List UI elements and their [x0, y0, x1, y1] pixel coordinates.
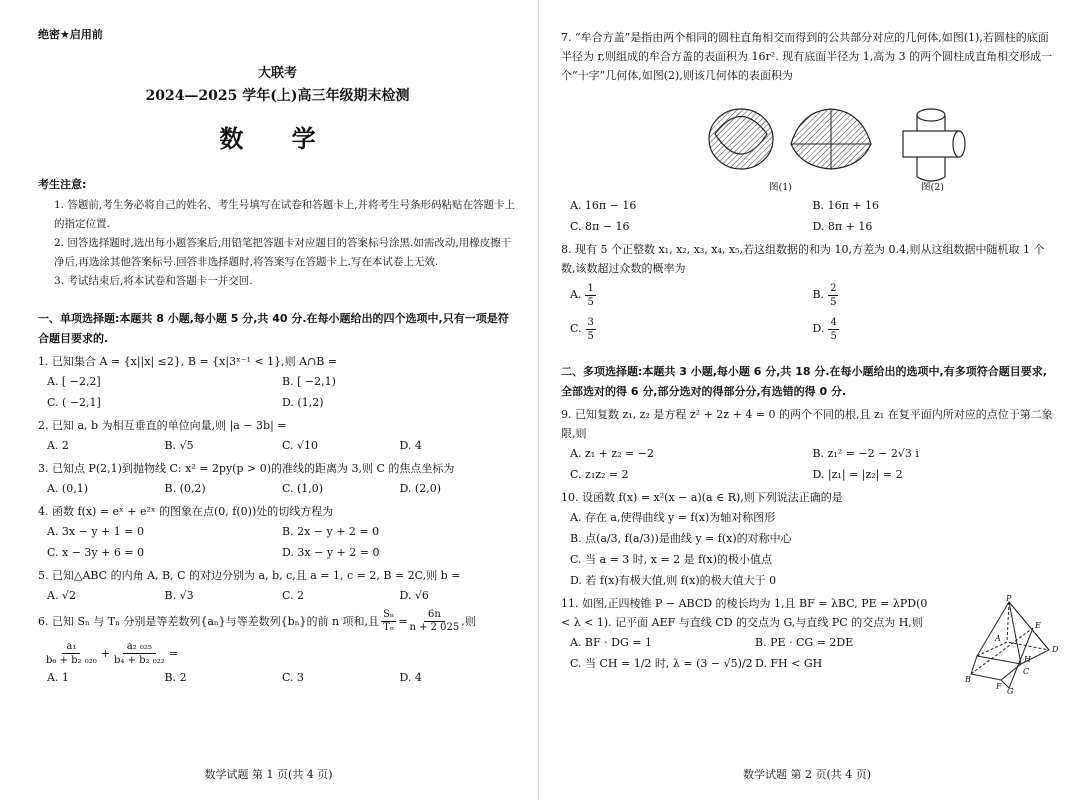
option: D. 4: [399, 671, 422, 684]
q6-stem: 6. 已知 Sₙ 与 Tₙ 分别是等差数列{aₙ}与等差数列{bₙ}的前 n 项和,且: [38, 615, 380, 628]
option: C. √10: [282, 439, 319, 452]
option: A. 3x − y + 1 = 0: [47, 525, 144, 538]
question-9: 9. 已知复数 z₁, z₂ 是方程 z² + 2z + 4 = 0 的两个不同的根,且 z₁ 在复平面内所对应的点位于第二象限,则: [561, 408, 1053, 440]
fig1-caption: 图(1): [769, 182, 792, 193]
q6-frac2-num: a₂ ₀₂₅: [123, 640, 156, 654]
subject-title: 数 学: [219, 125, 336, 153]
point-label: P: [1006, 594, 1012, 603]
question-4: 4. 函数 f(x) = eˣ + e²ˣ 的图象在点(0, f(0))处的切线方程为: [38, 505, 334, 518]
point-label: A: [995, 634, 1001, 643]
option: B. √5: [164, 439, 194, 452]
question-2: 2. 已知 a, b 为相互垂直的单位向量,则 |a − 3b| =: [38, 419, 287, 432]
question-8: 8. 现有 5 个正整数 x₁, x₂, x₃, x₄, x₅,若这组数据的和为 10,方差为 0.4,则从这组数据中随机取 1 个数,该数超过众数的概率为: [561, 243, 1045, 275]
fig2-caption: 图(2): [921, 182, 944, 193]
question-1: 1. 已知集合 A = {x||x| ≤2}, B = {x|3ˣ⁻¹ < 1},则 A∩B =: [38, 355, 338, 368]
point-label: H: [1024, 655, 1031, 664]
option: A. 1: [47, 671, 69, 684]
page-1: [0, 0, 537, 800]
option: B. √3: [164, 589, 194, 602]
q7-options: [561, 195, 1055, 237]
figure-pyramid: [949, 594, 1064, 694]
option: C. 2: [282, 589, 305, 602]
option: B. 2x − y + 2 = 0: [282, 525, 380, 538]
option: A. [ −2,2]: [47, 375, 101, 388]
figure-steinmetz: [701, 89, 1001, 189]
option: D. |z₁| = |z₂| = 2: [812, 468, 903, 481]
option: D. √6: [399, 589, 429, 602]
point-label: G: [1007, 687, 1014, 694]
option: D. 3x − y + 2 = 0: [282, 546, 380, 559]
note-item: 3. 考试结束后,将本试卷和答题卡一并交回.: [54, 275, 253, 287]
option: D. 8π + 16: [812, 220, 873, 233]
q6-ratio-lhs-num: Sₙ: [383, 609, 395, 620]
option: B. 16π + 16: [812, 199, 880, 212]
option: B. z₁² = −2 − 2√3 i: [812, 447, 919, 460]
option: C. 当 CH = 1/2 时, λ = (3 − √5)/2: [570, 657, 753, 670]
q5-options: [38, 585, 517, 606]
option: D. (2,0): [399, 482, 441, 495]
option: C. 当 a = 3 时, x = 2 是 f(x)的极小值点: [570, 553, 773, 566]
question-5: 5. 已知△ABC 的内角 A, B, C 的对边分别为 a, b, c,且 a = 1, c = 2, B = 2C,则 b =: [38, 569, 461, 582]
q6-ratio-rhs-den: n + 2 025: [409, 622, 460, 633]
option: C. z₁z₂ = 2: [570, 468, 629, 481]
point-label: C: [1023, 667, 1030, 676]
option: A. z₁ + z₂ = −2: [570, 447, 654, 460]
note-item: 2. 回答选择题时,选出每小题答案后,用铅笔把答题卡对应题目的答案标号涂黑.如需改动,用橡皮擦干净后,再选涂其他答案标号.回答非选择题时,将答案写在答题卡上.写在本试卷上无效.: [54, 237, 512, 268]
q6-frac2-den: b₄ + b₂ ₀₂₂: [113, 655, 165, 666]
option: D. (1,2): [282, 396, 324, 409]
q2-options: [38, 435, 517, 456]
q6-expression: $\frac{\text{a₁}}{\text{b₆ + b₂ ₀₂₀}}$ + $\frac{\text{a₂ ₀₂₅}}{\text{b₄ + b₂ ₀₂₂}}$ =: [46, 641, 178, 666]
q11-options: [561, 632, 940, 674]
option: B. 2 5: [812, 282, 837, 308]
option: D. 4 5: [812, 316, 837, 342]
q1-options: [38, 371, 517, 413]
term-title: 2024—2025 学年(上)高三年级期末检测: [145, 88, 410, 104]
option: A. (0,1): [47, 482, 89, 495]
q3-options: [38, 478, 517, 499]
option: C. (1,0): [282, 482, 324, 495]
q10-options: [561, 507, 1055, 591]
question-11: 11. 如图,正四棱锥 P − ABCD 的棱长均为 1,且 BF = λBC, PE = λPD(0 < λ < 1). 记平面 AEF 与直线 CD 的交点为 G,与直线 PC 的交点为 H,则: [561, 597, 928, 629]
option: D. 若 f(x)有极大值,则 f(x)的极大值大于 0: [570, 574, 777, 587]
q9-options: [561, 443, 1055, 485]
q6-ratio-lhs-den: Tₙ: [383, 622, 395, 633]
q6-options: [38, 667, 517, 688]
q6-stem-end: ,则: [461, 615, 476, 628]
option: C. 3 5: [570, 316, 594, 342]
q6-frac1-num: a₁: [62, 640, 80, 654]
option: A. 16π − 16: [570, 199, 637, 212]
question-6: 6. 已知 Sₙ 与 Tₙ 分别是等差数列{aₙ}与等差数列{bₙ}的前 n 项和,且 $\frac{\text{Sₙ}}{\text{Tₙ}}$ = $\frac{6n}{n + 2 025}$ ,则: [38, 609, 476, 633]
exam-name: 大联考: [257, 66, 297, 81]
footer-page-2: 数学试题 第 2 页(共 4 页): [742, 768, 872, 781]
option: B. (0,2): [164, 482, 206, 495]
point-label: B: [965, 675, 971, 684]
footer-page-1: 数学试题 第 1 页(共 4 页): [204, 768, 333, 781]
q4-options: [38, 521, 517, 563]
notes-title: 考生注意:: [38, 178, 87, 191]
option: C. 8π − 16: [570, 220, 630, 233]
secret-label: 绝密★启用前: [38, 28, 103, 41]
option: B. 点(a/3, f(a/3))是曲线 y = f(x)的对称中心: [570, 532, 792, 545]
page-2: [538, 0, 1075, 800]
option: A. 2: [47, 439, 69, 452]
section-1-heading: 一、单项选择题:本题共 8 小题,每小题 5 分,共 40 分.在每小题给出的四个选项中,只有一项是符合题目要求的.: [38, 312, 509, 345]
option: D. 4: [399, 439, 422, 452]
question-11-block: [561, 594, 1059, 694]
q6-ratio-rhs-num: 6n: [424, 609, 445, 622]
option: C. x − 3y + 6 = 0: [47, 546, 145, 559]
question-7: 7. “牟合方盖”是指由两个相同的圆柱直角相交而得到的公共部分对应的几何体,如图(1),若圆柱的底面半径为 r,则组成的牟合方盖的表面积为 16r². 现有底面半径为 1,高为 3 的两个圆柱成直角相交形成一个“十字”几何体,如图(2),则该几何体的表面积为: [561, 31, 1053, 82]
option: A. 1 5: [570, 282, 594, 308]
q8-options: [561, 278, 1055, 346]
q6-frac1-den: b₆ + b₂ ₀₂₀: [46, 655, 97, 666]
point-label: E: [1035, 621, 1041, 630]
option: C. ( −2,1]: [47, 396, 101, 409]
option: A. BF · DG = 1: [570, 636, 652, 649]
option: A. √2: [47, 589, 76, 602]
question-3: 3. 已知点 P(2,1)到抛物线 C: x² = 2py(p > 0)的准线的距离为 3,则 C 的焦点坐标为: [38, 462, 455, 475]
option: D. FH < GH: [755, 657, 823, 670]
point-label: F: [996, 682, 1002, 691]
question-10: 10. 设函数 f(x) = x²(x − a)(a ∈ R),则下列说法正确的是: [561, 491, 843, 504]
option: B. PE · CG = 2DE: [755, 636, 854, 649]
note-item: 1. 答题前,考生务必将自己的姓名、考生号填写在试卷和答题卡上,并将考生号条形码粘贴在答题卡上的指定位置.: [54, 199, 516, 230]
option: B. 2: [164, 671, 187, 684]
option: A. 存在 a,使得曲线 y = f(x)为轴对称图形: [570, 511, 776, 524]
point-label: D: [1052, 645, 1059, 654]
section-2-heading: 二、多项选择题:本题共 3 小题,每小题 6 分,共 18 分.在每小题给出的选项中,有多项符合题目要求,全部选对的得 6 分,部分选对的得部分分,有选错的得 0 分.: [561, 365, 1047, 398]
option: B. [ −2,1): [282, 375, 336, 388]
q7-figures: [561, 89, 1055, 193]
option: C. 3: [282, 671, 305, 684]
